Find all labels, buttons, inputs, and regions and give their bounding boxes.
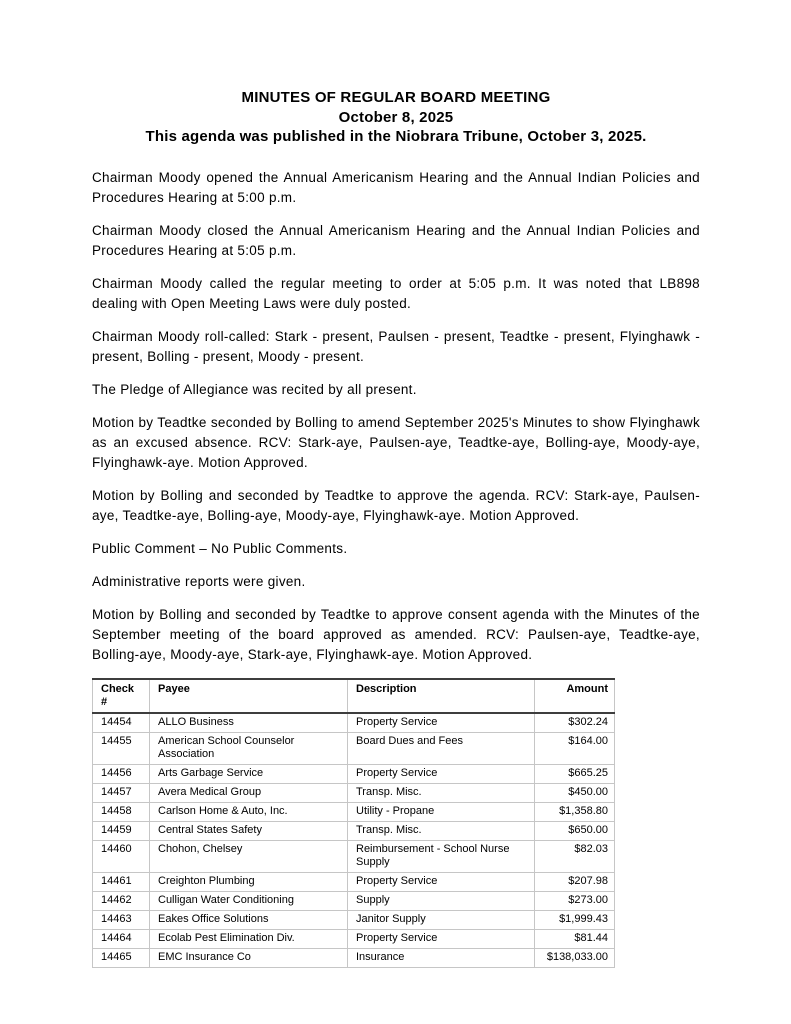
cell-description: Supply bbox=[348, 891, 535, 910]
doc-title: MINUTES OF REGULAR BOARD MEETING bbox=[241, 89, 551, 106]
cell-check: 14459 bbox=[93, 821, 150, 840]
column-header-amount: Amount bbox=[535, 679, 615, 713]
cell-payee: Creighton Plumbing bbox=[150, 872, 348, 891]
cell-payee: EMC Insurance Co bbox=[150, 948, 348, 967]
cell-description: Property Service bbox=[348, 929, 535, 948]
cell-payee: Arts Garbage Service bbox=[150, 764, 348, 783]
column-header-description: Description bbox=[348, 679, 535, 713]
cell-amount: $207.98 bbox=[535, 872, 615, 891]
cell-check: 14463 bbox=[93, 910, 150, 929]
cell-check: 14465 bbox=[93, 948, 150, 967]
cell-payee: Culligan Water Conditioning bbox=[150, 891, 348, 910]
cell-check: 14457 bbox=[93, 783, 150, 802]
paragraph-call-to-order: Chairman Moody called the regular meeting to order at 5:05 p.m. It was noted that LB898 dealing with Open Meeting Laws were duly posted. bbox=[92, 275, 700, 311]
table-row bbox=[93, 910, 615, 929]
column-header-payee: Payee bbox=[150, 679, 348, 713]
cell-payee: Chohon, Chelsey bbox=[150, 840, 348, 872]
cell-check: 14464 bbox=[93, 929, 150, 948]
cell-amount: $164.00 bbox=[535, 732, 615, 764]
cell-payee: American School Counselor Association bbox=[150, 732, 348, 764]
cell-payee: Eakes Office Solutions bbox=[150, 910, 348, 929]
table-row bbox=[93, 948, 615, 967]
table-row bbox=[93, 783, 615, 802]
cell-description: Transp. Misc. bbox=[348, 783, 535, 802]
cell-payee: Carlson Home & Auto, Inc. bbox=[150, 802, 348, 821]
cell-description: Property Service bbox=[348, 872, 535, 891]
paragraph-closed-hearing: Chairman Moody closed the Annual Americanism Hearing and the Annual Indian Policies and Procedures Hearing at 5:05 p.m. bbox=[92, 222, 700, 258]
paragraph-roll-call: Chairman Moody roll-called: Stark - present, Paulsen - present, Teadtke - present, Flyinghawk - present, Bolling - present, Moody - present. bbox=[92, 328, 700, 364]
cell-check: 14460 bbox=[93, 840, 150, 872]
cell-description: Utility - Propane bbox=[348, 802, 535, 821]
cell-check: 14462 bbox=[93, 891, 150, 910]
cell-amount: $1,358.80 bbox=[535, 802, 615, 821]
cell-payee: Avera Medical Group bbox=[150, 783, 348, 802]
cell-amount: $650.00 bbox=[535, 821, 615, 840]
doc-publication-note: This agenda was published in the Niobrara Tribune, October 3, 2025. bbox=[145, 128, 647, 145]
document-header bbox=[92, 88, 700, 147]
minutes-body bbox=[92, 168, 700, 665]
cell-description: Property Service bbox=[348, 713, 535, 733]
cell-description: Insurance bbox=[348, 948, 535, 967]
table-header-row bbox=[93, 679, 615, 713]
cell-check: 14461 bbox=[93, 872, 150, 891]
cell-description: Property Service bbox=[348, 764, 535, 783]
cell-check: 14458 bbox=[93, 802, 150, 821]
cell-amount: $82.03 bbox=[535, 840, 615, 872]
paragraph-amend-minutes-motion: Motion by Teadtke seconded by Bolling to amend September 2025's Minutes to show Flyinghawk as an excused absence. RCV: Stark-aye, Paulsen-aye, Teadtke-aye, Bolling-aye, Moody-aye, Flyinghawk-aye. Motion Approved. bbox=[92, 414, 700, 470]
cell-payee: Ecolab Pest Elimination Div. bbox=[150, 929, 348, 948]
doc-date: October 8, 2025 bbox=[338, 108, 454, 126]
paragraph-opened-hearing: Chairman Moody opened the Annual Americanism Hearing and the Annual Indian Policies and Procedures Hearing at 5:00 p.m. bbox=[92, 169, 700, 205]
cell-payee: ALLO Business bbox=[150, 713, 348, 733]
cell-payee: Central States Safety bbox=[150, 821, 348, 840]
checks-table bbox=[92, 678, 615, 968]
cell-check: 14454 bbox=[93, 713, 150, 733]
cell-description: Transp. Misc. bbox=[348, 821, 535, 840]
table-row bbox=[93, 929, 615, 948]
cell-description: Janitor Supply bbox=[348, 910, 535, 929]
cell-check: 14455 bbox=[93, 732, 150, 764]
table-row bbox=[93, 891, 615, 910]
column-header-check: Check # bbox=[93, 679, 150, 713]
cell-amount: $273.00 bbox=[535, 891, 615, 910]
paragraph-admin-reports: Administrative reports were given. bbox=[92, 573, 306, 589]
paragraph-consent-agenda-motion: Motion by Bolling and seconded by Teadtke to approve consent agenda with the Minutes of the September meeting of the board approved as amended. RCV: Paulsen-aye, Teadtke-aye, Bolling-aye, Moody-aye, Stark-aye, Flyinghawk-aye. Motion Approved. bbox=[92, 606, 700, 662]
cell-check: 14456 bbox=[93, 764, 150, 783]
table-row bbox=[93, 764, 615, 783]
cell-amount: $1,999.43 bbox=[535, 910, 615, 929]
cell-amount: $81.44 bbox=[535, 929, 615, 948]
cell-description: Reimbursement - School Nurse Supply bbox=[348, 840, 535, 872]
table-row bbox=[93, 732, 615, 764]
paragraph-approve-agenda-motion: Motion by Bolling and seconded by Teadtke to approve the agenda. RCV: Stark-aye, Paulsen-aye, Teadtke-aye, Bolling-aye, Moody-aye, Flyinghawk-aye. Motion Approved. bbox=[92, 487, 700, 523]
table-row bbox=[93, 802, 615, 821]
paragraph-public-comment: Public Comment – No Public Comments. bbox=[92, 540, 348, 556]
table-row bbox=[93, 872, 615, 891]
cell-description: Board Dues and Fees bbox=[348, 732, 535, 764]
table-row bbox=[93, 713, 615, 733]
cell-amount: $302.24 bbox=[535, 713, 615, 733]
table-row bbox=[93, 821, 615, 840]
cell-amount: $138,033.00 bbox=[535, 948, 615, 967]
paragraph-pledge: The Pledge of Allegiance was recited by all present. bbox=[92, 381, 417, 397]
cell-amount: $665.25 bbox=[535, 764, 615, 783]
cell-amount: $450.00 bbox=[535, 783, 615, 802]
table-row bbox=[93, 840, 615, 872]
